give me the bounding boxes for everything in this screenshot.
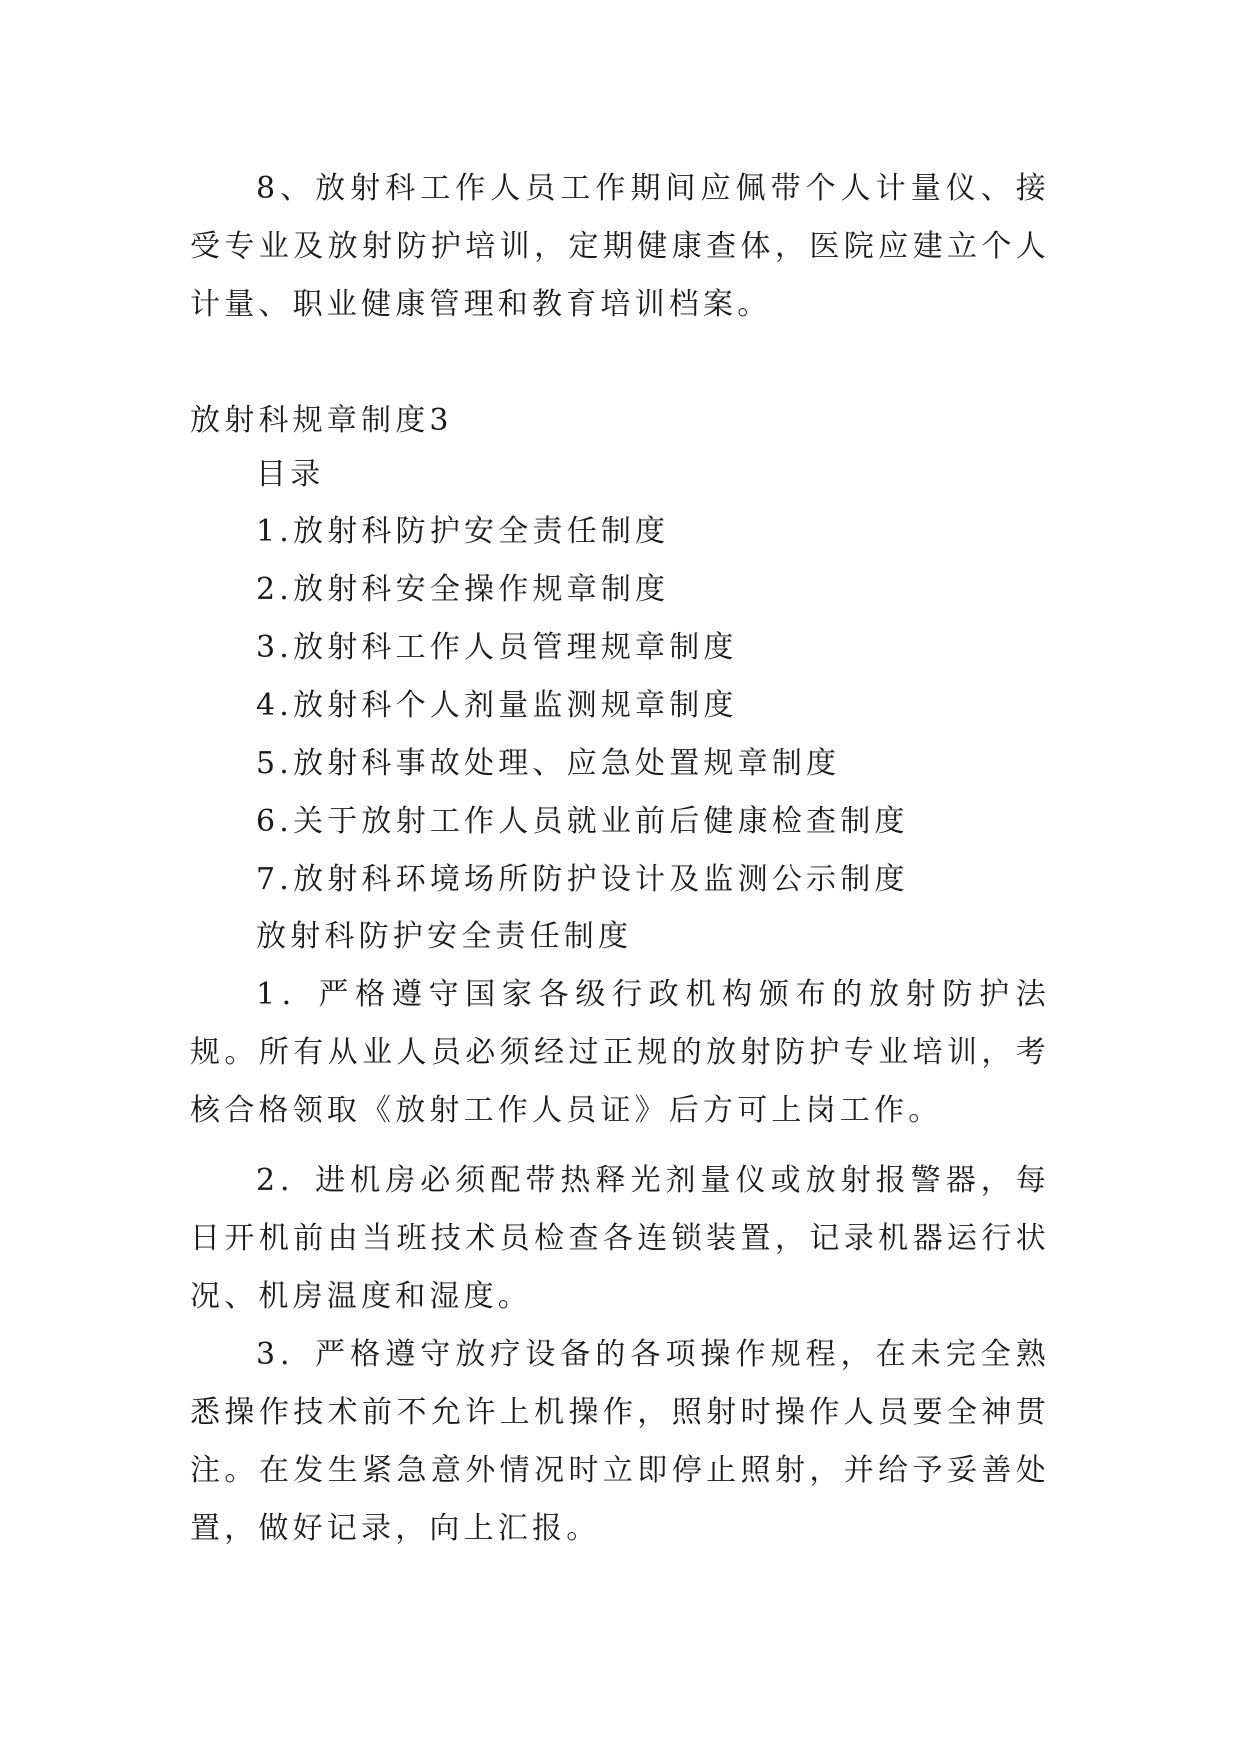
paragraph-8: 8、放射科工作人员工作期间应佩带个人计量仪、接受专业及放射防护培训，定期健康查体，医院应建立个人计量、职业健康管理和教育培训档案。: [190, 171, 1050, 322]
toc-item-3: 3.放射科工作人员管理规章制度: [256, 630, 738, 665]
rule-1: 1．严格遵守国家各级行政机构颁布的放射防护法规。所有从业人员必须经过正规的放射防护专业培训，考核合格领取《放射工作人员证》后方可上岗工作。: [190, 977, 1050, 1128]
rule-3: 3．严格遵守放疗设备的各项操作规程，在未完全熟悉操作技术前不允许上机操作，照射时操作人员要全神贯注。在发生紧急意外情况时立即停止照射，并给予妥善处置，做好记录，向上汇报。: [190, 1337, 1050, 1546]
toc-item-5: 5.放射科事故处理、应急处置规章制度: [256, 746, 841, 781]
toc-item-7: 7.放射科环境场所防护设计及监测公示制度: [256, 862, 909, 897]
toc-item-1: 1.放射科防护安全责任制度: [256, 514, 670, 549]
subsection-title: 放射科防护安全责任制度: [256, 919, 633, 954]
toc-item-4: 4.放射科个人剂量监测规章制度: [256, 688, 738, 723]
rule-2: 2．进机房必须配带热释光剂量仪或放射报警器，每日开机前由当班技术员检查各连锁装置，记录机器运行状况、机房温度和湿度。: [190, 1163, 1050, 1314]
toc-heading: 目录: [256, 457, 325, 492]
toc-item-6: 6.关于放射工作人员就业前后健康检查制度: [256, 804, 909, 839]
toc-item-2: 2.放射科安全操作规章制度: [256, 572, 670, 607]
section-title: 放射科规章制度3: [190, 403, 453, 438]
